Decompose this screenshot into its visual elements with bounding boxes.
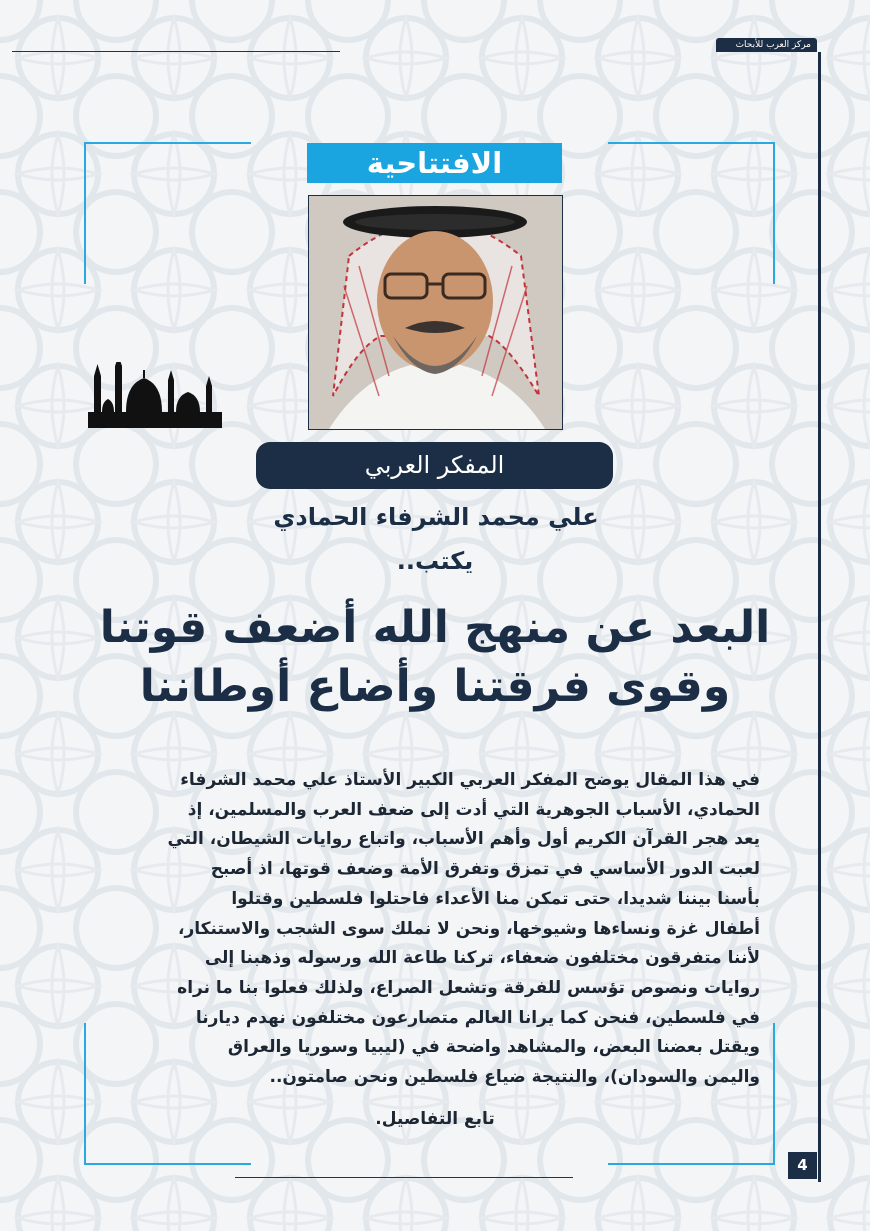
summary-line: واليمن والسودان)، والنتيجة ضياع فلسطين ونحن صامتون.. (269, 1067, 760, 1088)
summary-line: في فلسطين، فنحن كما يرانا العالم متصارعون مختلفون نهدم ديارنا (195, 1007, 760, 1028)
top-divider (12, 51, 340, 52)
page-number: 4 (788, 1152, 817, 1179)
article-headline (80, 598, 790, 716)
summary-line: الحمادي، الأسباب الجوهرية التي أدت إلى ضعف العرب والمسلمين، إذ (187, 799, 760, 820)
headline-line-2: وقوى فرقتنا وأضاع أوطاننا (139, 661, 731, 712)
article-summary (118, 766, 760, 1093)
summary-line: في هذا المقال يوضح المفكر العربي الكبير الأستاذ علي محمد الشرفاء (180, 770, 760, 790)
right-edge-rule (818, 52, 821, 1182)
author-name: علي محمد الشرفاء الحمادي (273, 503, 599, 531)
frame-corner-top-right (608, 142, 775, 284)
author-title-badge: المفكر العربي (256, 442, 613, 489)
summary-line: أطفال غزة ونساءها وشيوخها، ونحن لا نملك سوى الشجب والاستنكار، (178, 918, 760, 939)
mosque-silhouette-icon (88, 362, 222, 428)
follow-details-link[interactable]: تابع التفاصيل. (375, 1109, 495, 1129)
summary-line: يعد هجر القرآن الكريم أول وأهم الأسباب، واتباع روايات الشيطان، التي (167, 829, 760, 850)
summary-line: لأننا متفرقون مختلفون ضعفاء، تركنا طاعة الله ورسوله وذهبنا إلى (204, 948, 760, 969)
summary-line: روايات ونصوص تؤسس للفرقة وتشعل الصراع، ولذلك فعلوا بنا ما نراه (177, 977, 760, 998)
headline-line-1: البعد عن منهج الله أضعف قوتنا (99, 602, 771, 653)
summary-line: بأسنا بيننا شديدا، حتى تمكن منا الأعداء فاحتلوا فلسطين وقتلوا (231, 888, 760, 909)
summary-line: لعبت الدور الأساسي في تمزق وتفرق الأمة وضعف قوتها، اذ أصبح (210, 859, 760, 880)
author-photo (308, 195, 563, 430)
org-name-tab: مركز العرب للأبحاث (716, 38, 817, 52)
writes-label: يكتب.. (396, 547, 474, 575)
summary-line: ويقتل بعضنا البعض، والمشاهد واضحة في (ليبيا وسوريا والعراق (227, 1037, 760, 1058)
section-banner: الافتتاحية (307, 143, 562, 183)
frame-corner-top-left (84, 142, 251, 284)
bottom-divider (235, 1177, 573, 1178)
